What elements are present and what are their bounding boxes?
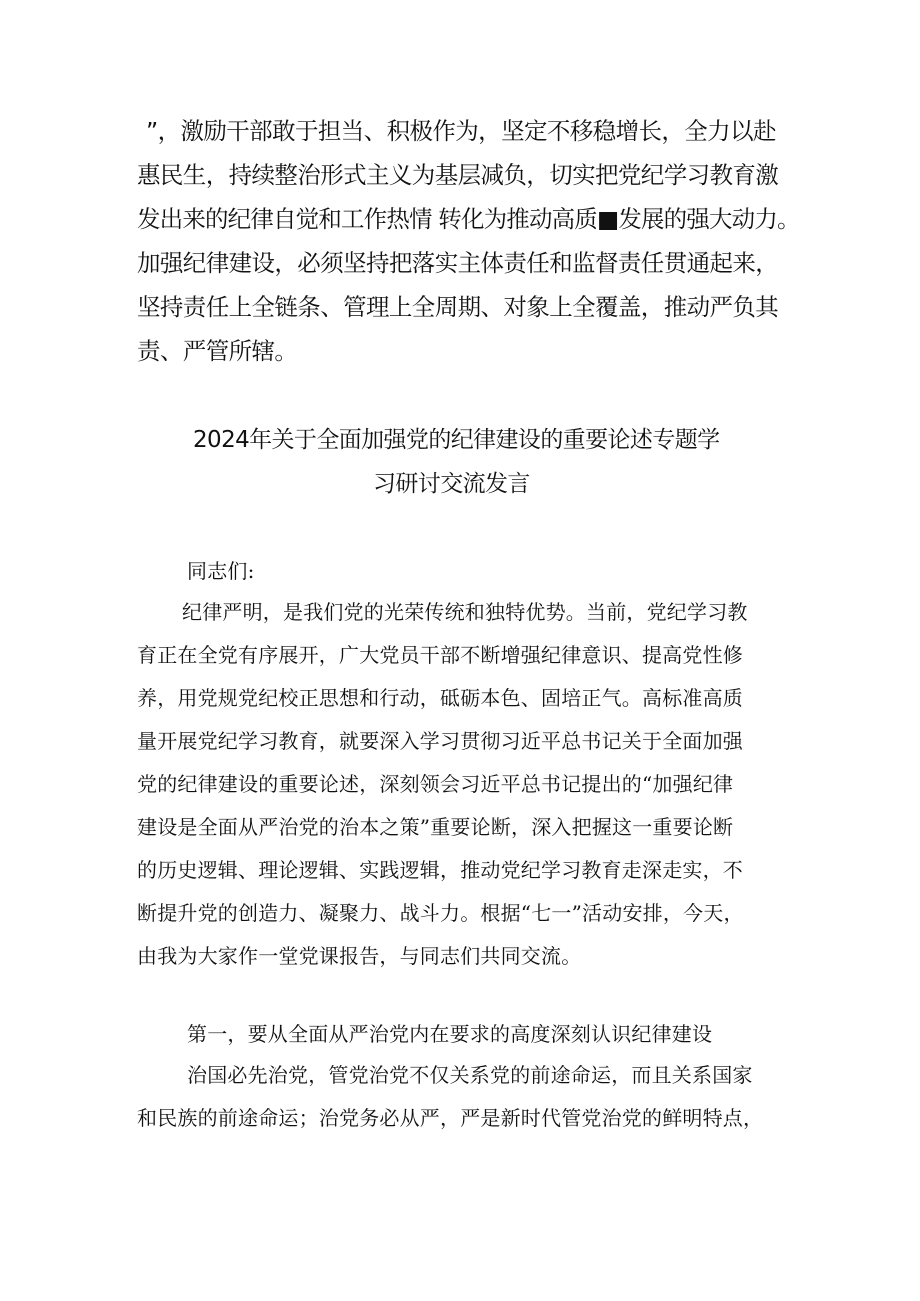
intro-line: 惠民生，持续整治形式主义为基层减负，切实把党纪学习教育激	[137, 161, 779, 189]
section-heading: 第一，要从全面从严治党内在要求的高度深刻认识纪律建设	[187, 1022, 713, 1046]
title-line-1: 2024年关于全面加强党的纪律建设的重要论述专题学	[193, 427, 720, 453]
intro-line: 责、严管所辖。	[137, 337, 298, 365]
intro-line: ”，激励干部敢于担当、积极作为，坚定不移稳增长，全力以赴	[146, 117, 776, 145]
paragraph-line: 治国必先治党，管党治党不仅关系党的前途命运，而且关系国家	[187, 1063, 753, 1087]
paragraph-line: 量开展党纪学习教育，就要深入学习贯彻习近平总书记关于全面加强	[137, 729, 743, 753]
paragraph-line: 和民族的前途命运；治党务必从严，严是新时代管党治党的鲜明特点，	[137, 1106, 764, 1130]
paragraph-line: 断提升党的创造力、凝聚力、战斗力。根据“七一”活动安排，今天，	[137, 901, 744, 925]
paragraph-line: 育正在全党有序展开，广大党员干部不断增强纪律意识、提高党性修	[137, 643, 743, 667]
paragraph-line: 建设是全面从严治党的治本之策”重要论断，深入把握这一重要论断	[137, 815, 734, 839]
intro-line: 发出来的纪律自觉和工作热情 转化为推动高质■发展的强大动力。	[137, 205, 800, 233]
salutation: 同志们:	[187, 559, 255, 583]
title-line-2: 习研讨交流发言	[373, 471, 530, 497]
paragraph-line: 党的纪律建设的重要论述，深刻领会习近平总书记提出的“加强纪律	[137, 772, 734, 796]
paragraph-line: 养，用党规党纪校正思想和行动，砥砺本色、固培正气。高标准高质	[137, 686, 743, 710]
paragraph-line: 的历史逻辑、理论逻辑、实践逻辑，推动党纪学习教育走深走实，不	[137, 858, 743, 882]
intro-line: 加强纪律建设，必须坚持把落实主体责任和监督责任贯通起来，	[137, 249, 779, 277]
paragraph-line: 由我为大家作一堂党课报告，与同志们共同交流。	[137, 944, 582, 968]
paragraph-line: 纪律严明，是我们党的光荣传统和独特优势。当前，党纪学习教	[182, 600, 748, 624]
intro-line: 坚持责任上全链条、管理上全周期、对象上全覆盖，推动严负其	[137, 293, 779, 321]
